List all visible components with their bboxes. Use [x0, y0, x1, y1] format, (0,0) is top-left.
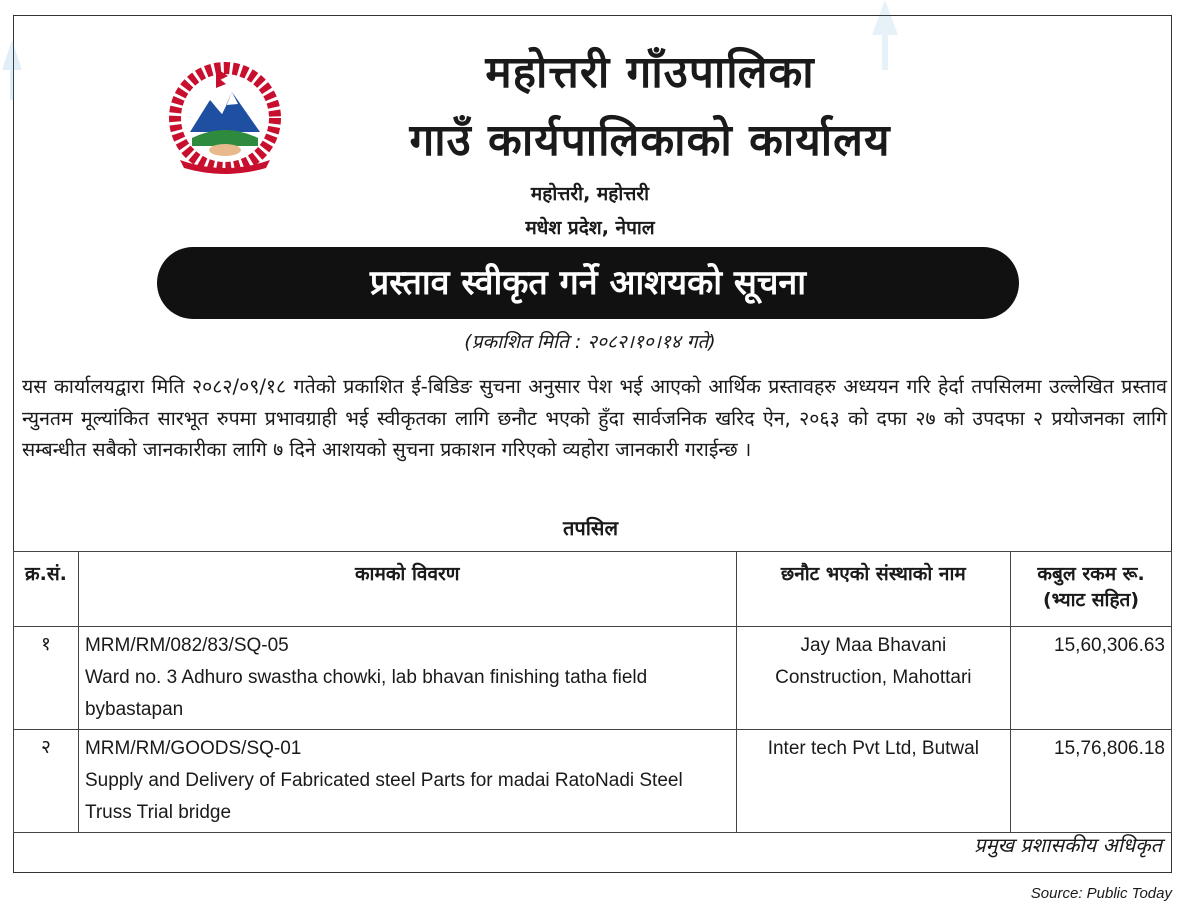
table-row	[14, 627, 1172, 730]
published-date: (प्रकाशित मिति : २०८२।१०।१४ गते)	[464, 331, 716, 353]
row-sn: २	[14, 730, 79, 833]
address-line-2: मधेश प्रदेश, नेपाल	[525, 217, 655, 239]
office-subtitle: गाउँ कार्यपालिकाको कार्यालय	[409, 115, 891, 166]
row-code: MRM/RM/GOODS/SQ-01	[84, 738, 302, 759]
notice-title-banner: प्रस्ताव स्वीकृत गर्ने आशयको सूचना	[157, 247, 1019, 319]
header-sn: क्र.सं.	[14, 552, 79, 627]
row-desc: Ward no. 3 Adhuro swastha chowki, lab bhavan finishing tatha field bybastapan	[84, 667, 648, 720]
notice-body: यस कार्यालयद्वारा मिति २०८२/०९/१८ गतेको प्रकाशित ई-बिडिङ सुचना अनुसार पेश भई आएको आर्थिक प्रस्तावहरु अध्ययन गरि हेर्दा तपसिलमा उल्लेखित प्रस्ताव न्युनतम मूल्यांकित सारभूत रुपमा प्रभावग्राही भई स्वीकृतका लागि छनौट भएको हुँदा सार्वजनिक खरिद ऐन, २०६३ को दफा २७ को उपदफा २ प्रयोजनका लागि सम्बन्धीत सबैको जानकारीका लागि ७ दिने आशयको सुचना प्रकाशन गरिएको व्यहोरा जानकारी गराईन्छ ।	[22, 375, 1167, 461]
nepal-emblem-icon	[160, 62, 290, 174]
row-firm: Jay Maa Bhavani Construction, Mahottari	[736, 627, 1011, 730]
row-amount: 15,60,306.63	[1011, 627, 1172, 730]
office-title: महोत्तरी गाँउपालिका	[485, 47, 815, 98]
source-credit: Source: Public Today	[1030, 885, 1172, 902]
row-description	[78, 730, 736, 833]
table-row	[14, 730, 1172, 833]
row-desc: Supply and Delivery of Fabricated steel Parts for madai RatoNadi Steel Truss Trial bridge	[84, 770, 683, 823]
header-description: कामको विवरण	[78, 552, 736, 627]
details-table	[13, 551, 1172, 833]
signature-title: प्रमुख प्रशासकीय अधिकृत	[974, 833, 1162, 857]
address-line-1: महोत्तरी, महोत्तरी	[530, 183, 650, 205]
arrow-decoration-icon	[0, 40, 24, 100]
row-code: MRM/RM/082/83/SQ-05	[84, 635, 289, 656]
arrow-decoration-icon	[870, 0, 900, 70]
header-amount-line1: कबुल रकम रू.	[1037, 563, 1145, 585]
row-sn: १	[14, 627, 79, 730]
header-amount	[1011, 552, 1172, 627]
header-firm: छनौट भएको संस्थाको नाम	[736, 552, 1011, 627]
header-amount-line2: (भ्याट सहित)	[1042, 589, 1140, 611]
table-header-row	[14, 552, 1172, 627]
row-firm: Inter tech Pvt Ltd, Butwal	[736, 730, 1011, 833]
row-description	[78, 627, 736, 730]
row-amount: 15,76,806.18	[1011, 730, 1172, 833]
table-heading: तपसिल	[562, 516, 619, 540]
